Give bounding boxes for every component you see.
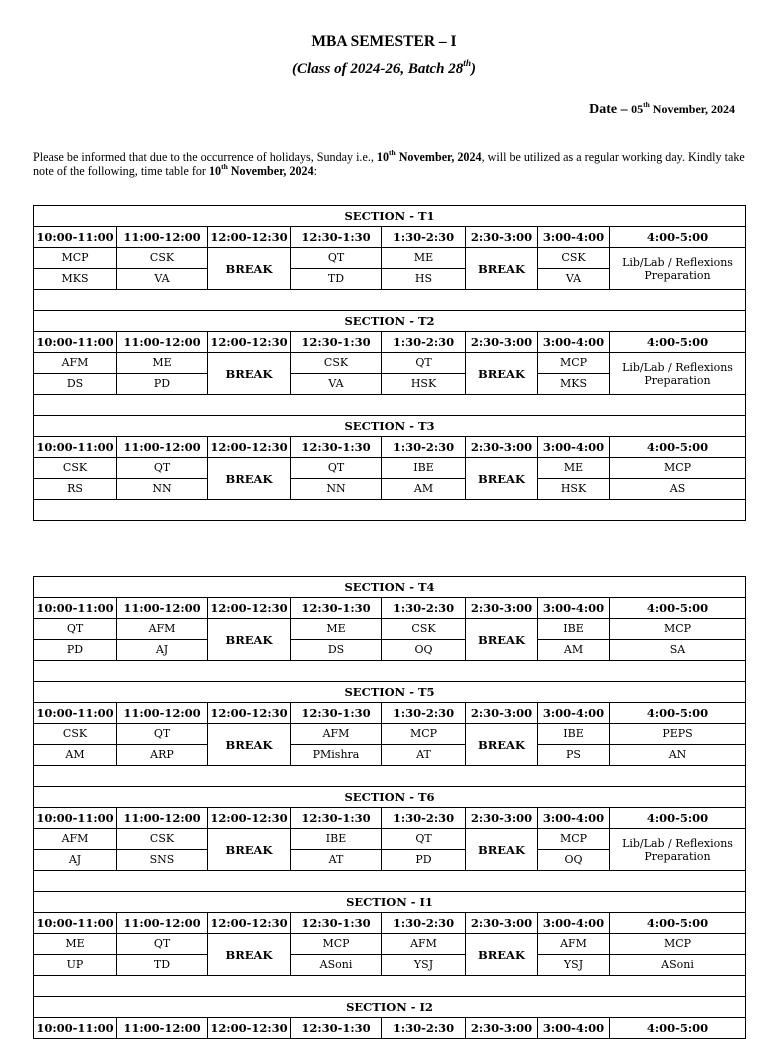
section-title-row: [34, 416, 746, 437]
subject-cell: IBE: [382, 458, 466, 479]
subject-row: [34, 934, 746, 955]
faculty-cell: YSJ: [538, 955, 610, 976]
faculty-row: [34, 955, 746, 976]
faculty-cell: YSJ: [382, 955, 466, 976]
break-cell: BREAK: [466, 248, 538, 290]
subject-cell: QT: [382, 829, 466, 850]
spacer-cell: [34, 871, 746, 892]
time-slot-header: 3:00-4:00: [538, 437, 610, 458]
time-slot-header: 10:00-11:00: [34, 808, 117, 829]
subject-cell: CSK: [117, 829, 208, 850]
time-slot-header: 2:30-3:00: [466, 227, 538, 248]
time-slot-header: 1:30-2:30: [382, 227, 466, 248]
faculty-cell: SNS: [117, 850, 208, 871]
faculty-cell: TD: [117, 955, 208, 976]
time-header-row: [34, 1018, 746, 1039]
break-cell: BREAK: [208, 829, 291, 871]
subject-cell: MCP: [538, 829, 610, 850]
subject-cell: IBE: [291, 829, 382, 850]
section-title: SECTION - T3: [34, 416, 746, 437]
time-slot-header: 1:30-2:30: [382, 598, 466, 619]
subject-row: [34, 248, 746, 269]
spacer-row: [34, 766, 746, 787]
faculty-cell: ASoni: [291, 955, 382, 976]
section-title: SECTION - T1: [34, 206, 746, 227]
spacer-cell: [34, 976, 746, 997]
subject-cell: MCP: [34, 248, 117, 269]
subject-row: [34, 353, 746, 374]
subject-cell: CSK: [538, 248, 610, 269]
subject-cell: MCP: [538, 353, 610, 374]
subject-cell: MCP: [610, 458, 746, 479]
subject-cell: IBE: [538, 619, 610, 640]
subject-cell: QT: [291, 248, 382, 269]
faculty-cell: ASoni: [610, 955, 746, 976]
time-slot-header: 12:00-12:30: [208, 437, 291, 458]
spacer-cell: [34, 661, 746, 682]
section-title: SECTION - T4: [34, 577, 746, 598]
time-slot-header: 4:00-5:00: [610, 703, 746, 724]
subject-cell: MCP: [610, 934, 746, 955]
time-slot-header: 11:00-12:00: [117, 227, 208, 248]
last-slot-cell: Lib/Lab / Reflexions Preparation: [610, 829, 746, 871]
time-slot-header: 3:00-4:00: [538, 598, 610, 619]
time-slot-header: 4:00-5:00: [610, 598, 746, 619]
section-title-row: [34, 787, 746, 808]
subject-cell: CSK: [382, 619, 466, 640]
faculty-row: [34, 479, 746, 500]
time-slot-header: 10:00-11:00: [34, 598, 117, 619]
time-slot-header: 12:30-1:30: [291, 598, 382, 619]
section-title-row: [34, 206, 746, 227]
break-cell: BREAK: [466, 724, 538, 766]
spacer-cell: [34, 290, 746, 311]
break-cell: BREAK: [466, 829, 538, 871]
spacer-cell: [34, 500, 746, 521]
time-header-row: [34, 437, 746, 458]
subject-cell: QT: [117, 724, 208, 745]
break-cell: BREAK: [466, 458, 538, 500]
subject-cell: IBE: [538, 724, 610, 745]
time-slot-header: 12:00-12:30: [208, 332, 291, 353]
time-slot-header: 12:00-12:30: [208, 598, 291, 619]
time-header-row: [34, 913, 746, 934]
subject-cell: AFM: [291, 724, 382, 745]
time-slot-header: 3:00-4:00: [538, 913, 610, 934]
date-line: Date – 05th November, 2024: [589, 99, 735, 117]
break-cell: BREAK: [208, 934, 291, 976]
faculty-cell: PD: [117, 374, 208, 395]
timetable-1: [33, 205, 746, 521]
faculty-cell: OQ: [382, 640, 466, 661]
subject-cell: CSK: [291, 353, 382, 374]
faculty-cell: NN: [117, 479, 208, 500]
faculty-cell: AM: [382, 479, 466, 500]
last-slot-cell: Lib/Lab / Reflexions Preparation: [610, 248, 746, 290]
time-slot-header: 11:00-12:00: [117, 703, 208, 724]
subject-cell: CSK: [117, 248, 208, 269]
subject-cell: QT: [34, 619, 117, 640]
timetable-2: [33, 576, 746, 1039]
faculty-cell: PMishra: [291, 745, 382, 766]
time-slot-header: 11:00-12:00: [117, 913, 208, 934]
faculty-row: [34, 640, 746, 661]
section-title-row: [34, 997, 746, 1018]
time-slot-header: 4:00-5:00: [610, 332, 746, 353]
break-cell: BREAK: [208, 353, 291, 395]
notice-paragraph: Please be informed that due to the occurrence of holidays, Sunday i.e., 10th November, 2024, will be utilized as a regular working day. Kindly take note of the following, time table for 10th November, 2024:: [33, 147, 745, 178]
faculty-cell: VA: [291, 374, 382, 395]
time-slot-header: 10:00-11:00: [34, 1018, 117, 1039]
time-slot-header: 12:00-12:30: [208, 227, 291, 248]
time-slot-header: 12:30-1:30: [291, 227, 382, 248]
subject-cell: CSK: [34, 458, 117, 479]
faculty-cell: AT: [291, 850, 382, 871]
time-slot-header: 2:30-3:00: [466, 332, 538, 353]
faculty-cell: DS: [34, 374, 117, 395]
time-slot-header: 12:00-12:30: [208, 913, 291, 934]
faculty-cell: OQ: [538, 850, 610, 871]
time-slot-header: 3:00-4:00: [538, 227, 610, 248]
faculty-cell: AN: [610, 745, 746, 766]
break-cell: BREAK: [466, 934, 538, 976]
last-slot-cell: Lib/Lab / Reflexions Preparation: [610, 353, 746, 395]
time-slot-header: 1:30-2:30: [382, 913, 466, 934]
subject-row: [34, 619, 746, 640]
time-slot-header: 4:00-5:00: [610, 913, 746, 934]
time-slot-header: 1:30-2:30: [382, 703, 466, 724]
break-cell: BREAK: [208, 724, 291, 766]
faculty-cell: PD: [382, 850, 466, 871]
subject-row: [34, 829, 746, 850]
break-cell: BREAK: [466, 353, 538, 395]
time-slot-header: 3:00-4:00: [538, 703, 610, 724]
spacer-cell: [34, 766, 746, 787]
section-title-row: [34, 892, 746, 913]
spacer-row: [34, 976, 746, 997]
time-slot-header: 3:00-4:00: [538, 1018, 610, 1039]
time-slot-header: 3:00-4:00: [538, 808, 610, 829]
subject-cell: ME: [34, 934, 117, 955]
spacer-row: [34, 395, 746, 416]
spacer-row: [34, 500, 746, 521]
time-slot-header: 11:00-12:00: [117, 808, 208, 829]
time-slot-header: 12:30-1:30: [291, 808, 382, 829]
break-cell: BREAK: [208, 619, 291, 661]
time-header-row: [34, 227, 746, 248]
subject-cell: ME: [291, 619, 382, 640]
time-slot-header: 11:00-12:00: [117, 598, 208, 619]
subject-cell: AFM: [117, 619, 208, 640]
subject-cell: QT: [117, 458, 208, 479]
time-slot-header: 1:30-2:30: [382, 332, 466, 353]
time-slot-header: 1:30-2:30: [382, 1018, 466, 1039]
time-header-row: [34, 808, 746, 829]
time-header-row: [34, 598, 746, 619]
subject-cell: ME: [538, 458, 610, 479]
subject-cell: ME: [117, 353, 208, 374]
time-slot-header: 1:30-2:30: [382, 437, 466, 458]
section-title-row: [34, 682, 746, 703]
section-title-row: [34, 577, 746, 598]
time-slot-header: 4:00-5:00: [610, 437, 746, 458]
section-title-row: [34, 311, 746, 332]
spacer-row: [34, 290, 746, 311]
subject-cell: PEPS: [610, 724, 746, 745]
subject-cell: CSK: [34, 724, 117, 745]
time-header-row: [34, 703, 746, 724]
break-cell: BREAK: [208, 458, 291, 500]
subject-cell: ME: [382, 248, 466, 269]
time-slot-header: 2:30-3:00: [466, 1018, 538, 1039]
faculty-cell: AJ: [34, 850, 117, 871]
time-slot-header: 12:30-1:30: [291, 1018, 382, 1039]
time-slot-header: 12:30-1:30: [291, 913, 382, 934]
faculty-cell: VA: [117, 269, 208, 290]
faculty-cell: DS: [291, 640, 382, 661]
faculty-cell: NN: [291, 479, 382, 500]
time-slot-header: 2:30-3:00: [466, 598, 538, 619]
subject-cell: AFM: [538, 934, 610, 955]
time-slot-header: 12:30-1:30: [291, 437, 382, 458]
time-slot-header: 12:30-1:30: [291, 703, 382, 724]
faculty-cell: AS: [610, 479, 746, 500]
time-slot-header: 10:00-11:00: [34, 227, 117, 248]
faculty-cell: VA: [538, 269, 610, 290]
faculty-cell: HSK: [538, 479, 610, 500]
time-slot-header: 12:00-12:30: [208, 703, 291, 724]
subject-row: [34, 724, 746, 745]
time-slot-header: 4:00-5:00: [610, 1018, 746, 1039]
time-slot-header: 11:00-12:00: [117, 1018, 208, 1039]
faculty-row: [34, 745, 746, 766]
time-slot-header: 2:30-3:00: [466, 808, 538, 829]
subject-row: [34, 458, 746, 479]
time-slot-header: 10:00-11:00: [34, 913, 117, 934]
subject-cell: AFM: [382, 934, 466, 955]
subject-cell: AFM: [34, 353, 117, 374]
faculty-cell: AM: [538, 640, 610, 661]
time-slot-header: 12:00-12:30: [208, 1018, 291, 1039]
faculty-cell: RS: [34, 479, 117, 500]
break-cell: BREAK: [466, 619, 538, 661]
time-slot-header: 4:00-5:00: [610, 227, 746, 248]
spacer-cell: [34, 395, 746, 416]
section-title: SECTION - T2: [34, 311, 746, 332]
faculty-cell: MKS: [34, 269, 117, 290]
time-slot-header: 2:30-3:00: [466, 437, 538, 458]
faculty-cell: SA: [610, 640, 746, 661]
time-slot-header: 2:30-3:00: [466, 913, 538, 934]
time-slot-header: 12:00-12:30: [208, 808, 291, 829]
time-slot-header: 1:30-2:30: [382, 808, 466, 829]
time-slot-header: 10:00-11:00: [34, 703, 117, 724]
section-title: SECTION - I2: [34, 997, 746, 1018]
time-slot-header: 4:00-5:00: [610, 808, 746, 829]
time-slot-header: 10:00-11:00: [34, 437, 117, 458]
subject-cell: QT: [117, 934, 208, 955]
faculty-cell: TD: [291, 269, 382, 290]
subject-cell: QT: [291, 458, 382, 479]
faculty-cell: HS: [382, 269, 466, 290]
subject-cell: AFM: [34, 829, 117, 850]
time-slot-header: 3:00-4:00: [538, 332, 610, 353]
faculty-cell: MKS: [538, 374, 610, 395]
time-slot-header: 11:00-12:00: [117, 332, 208, 353]
page-title: MBA SEMESTER – I: [311, 33, 457, 50]
break-cell: BREAK: [208, 248, 291, 290]
section-title: SECTION - T6: [34, 787, 746, 808]
faculty-cell: AM: [34, 745, 117, 766]
subject-cell: MCP: [610, 619, 746, 640]
time-slot-header: 12:30-1:30: [291, 332, 382, 353]
section-title: SECTION - I1: [34, 892, 746, 913]
spacer-row: [34, 871, 746, 892]
faculty-cell: HSK: [382, 374, 466, 395]
faculty-cell: PS: [538, 745, 610, 766]
section-title: SECTION - T5: [34, 682, 746, 703]
subject-cell: MCP: [382, 724, 466, 745]
faculty-cell: ARP: [117, 745, 208, 766]
time-slot-header: 2:30-3:00: [466, 703, 538, 724]
faculty-cell: AJ: [117, 640, 208, 661]
faculty-cell: UP: [34, 955, 117, 976]
spacer-row: [34, 661, 746, 682]
faculty-cell: PD: [34, 640, 117, 661]
subject-cell: MCP: [291, 934, 382, 955]
faculty-cell: AT: [382, 745, 466, 766]
time-slot-header: 11:00-12:00: [117, 437, 208, 458]
page-subtitle: (Class of 2024-26, Batch 28th): [291, 58, 477, 77]
time-header-row: [34, 332, 746, 353]
time-slot-header: 10:00-11:00: [34, 332, 117, 353]
subject-cell: QT: [382, 353, 466, 374]
